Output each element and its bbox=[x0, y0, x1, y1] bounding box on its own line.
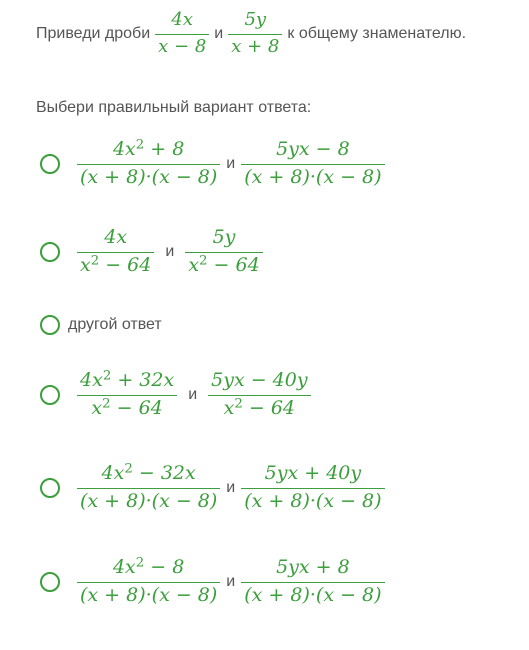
answer-option-2[interactable] bbox=[40, 227, 268, 277]
exponent: 2 bbox=[199, 253, 208, 269]
answer-option-4[interactable] bbox=[40, 370, 316, 420]
question-suffix: к общему знаменателю. bbox=[287, 24, 467, 42]
option-text: другой ответ bbox=[68, 316, 162, 333]
fraction-denominator: $x^2 - 64$ bbox=[80, 253, 152, 276]
question-prefix: Приведи дроби bbox=[36, 24, 151, 42]
question bbox=[36, 10, 466, 57]
radio-button[interactable] bbox=[40, 154, 60, 174]
question-conjunction: и bbox=[214, 24, 224, 42]
fraction-bar bbox=[77, 164, 220, 165]
fraction-denominator: (x + 8)·(x − 8) bbox=[80, 489, 218, 512]
option-left-fraction bbox=[77, 370, 177, 420]
fraction-numerator: $4x^2 - 32x$ bbox=[101, 461, 196, 484]
option-right-fraction bbox=[185, 227, 262, 277]
fraction-bar bbox=[77, 252, 154, 253]
fraction-denominator: $x^2 - 64$ bbox=[91, 396, 163, 419]
fraction-denominator: x − 8 bbox=[158, 35, 207, 57]
answer-option-1[interactable] bbox=[40, 139, 390, 189]
option-left-fraction bbox=[77, 557, 220, 607]
question-fraction-1 bbox=[155, 10, 209, 57]
answer-option-6[interactable] bbox=[40, 557, 390, 607]
fraction-bar bbox=[185, 252, 262, 253]
option-right-fraction bbox=[241, 557, 384, 607]
option-conjunction: и bbox=[226, 572, 236, 590]
fraction-bar bbox=[241, 488, 384, 489]
exponent: 2 bbox=[135, 137, 145, 153]
fraction-numerator: 5y bbox=[244, 9, 267, 30]
answer-option-5[interactable] bbox=[40, 463, 390, 513]
option-conjunction: и bbox=[188, 385, 198, 403]
fraction-numerator: 5yx − 40y bbox=[211, 369, 308, 391]
option-right-fraction bbox=[241, 139, 384, 189]
radio-button[interactable] bbox=[40, 315, 60, 335]
fraction-bar bbox=[228, 34, 282, 35]
fraction-bar bbox=[77, 582, 220, 583]
exponent: 2 bbox=[102, 368, 112, 384]
answer-option-3[interactable] bbox=[40, 315, 162, 335]
exponent: 2 bbox=[102, 396, 111, 412]
fraction-bar bbox=[208, 395, 310, 396]
option-left-fraction bbox=[77, 139, 220, 189]
fraction-numerator: 5y bbox=[212, 226, 236, 248]
fraction-bar bbox=[77, 395, 177, 396]
fraction-numerator: 4x bbox=[104, 226, 128, 248]
fraction-denominator: $x^2 - 64$ bbox=[223, 396, 296, 419]
fraction-bar bbox=[155, 34, 209, 35]
exponent: 2 bbox=[124, 461, 133, 477]
option-left-fraction bbox=[77, 463, 220, 513]
radio-button[interactable] bbox=[40, 478, 60, 498]
fraction-denominator: (x + 8)·(x − 8) bbox=[80, 165, 218, 188]
option-right-fraction bbox=[208, 370, 310, 420]
radio-button[interactable] bbox=[40, 242, 60, 262]
fraction-denominator: (x + 8)·(x − 8) bbox=[80, 583, 218, 606]
option-right-fraction bbox=[241, 463, 384, 513]
fraction-bar bbox=[241, 582, 384, 583]
fraction-numerator: 5yx + 40y bbox=[264, 462, 362, 484]
exponent: 2 bbox=[135, 555, 145, 571]
fraction-denominator: (x + 8)·(x − 8) bbox=[244, 165, 382, 188]
fraction-denominator: $x^2 - 64$ bbox=[188, 253, 260, 276]
fraction-denominator: (x + 8)·(x − 8) bbox=[244, 583, 382, 606]
option-conjunction: и bbox=[165, 242, 175, 260]
fraction-denominator: x + 8 bbox=[231, 35, 280, 57]
radio-button[interactable] bbox=[40, 572, 60, 592]
fraction-numerator: 5yx + 8 bbox=[276, 556, 350, 578]
instruction: Выбери правильный вариант ответа: bbox=[36, 99, 312, 116]
option-conjunction: и bbox=[226, 478, 236, 496]
fraction-numerator: $4x^2 - 8$ bbox=[112, 555, 185, 578]
question-fraction-2 bbox=[228, 10, 282, 57]
exponent: 2 bbox=[90, 253, 100, 269]
option-conjunction: и bbox=[226, 154, 236, 172]
fraction-denominator: (x + 8)·(x − 8) bbox=[244, 489, 382, 512]
fraction-bar bbox=[77, 488, 220, 489]
fraction-numerator: $4x^2 + 8$ bbox=[112, 137, 185, 160]
fraction-bar bbox=[241, 164, 384, 165]
radio-button[interactable] bbox=[40, 385, 60, 405]
fraction-numerator: $4x^2 + 32x$ bbox=[80, 368, 175, 391]
option-left-fraction bbox=[77, 227, 154, 277]
fraction-numerator: 5yx − 8 bbox=[276, 138, 350, 160]
fraction-numerator: 4x bbox=[171, 9, 194, 30]
exponent: 2 bbox=[234, 396, 243, 412]
